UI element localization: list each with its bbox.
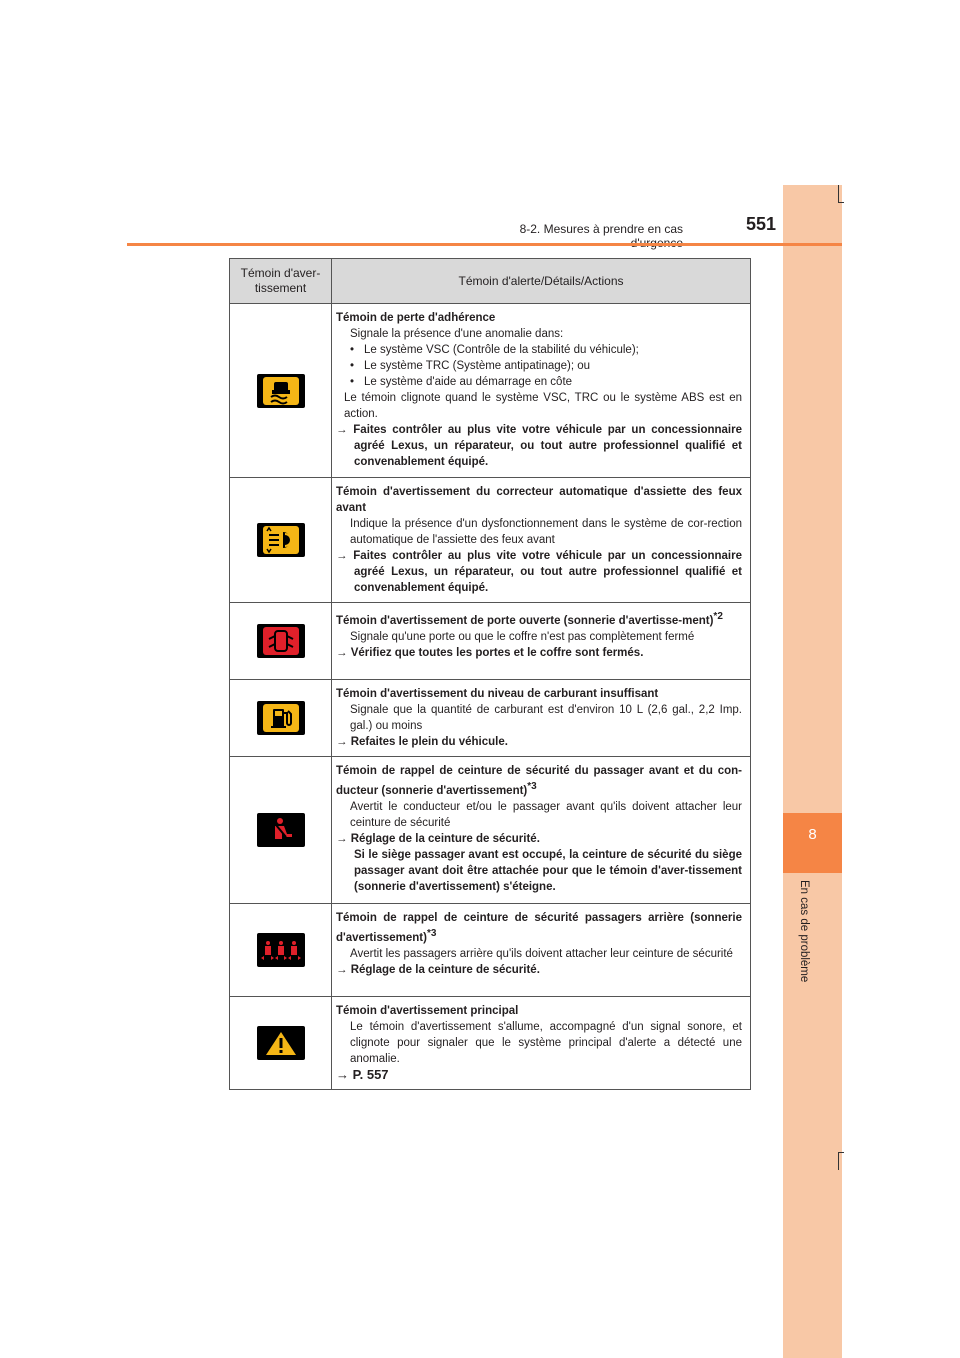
indicator-intro: Avertit le conducteur et/ou le passager avant qu'ils doivent attacher leur ceinture de sécurité <box>350 800 742 829</box>
crop-mark-top-tick <box>838 202 844 203</box>
crop-mark-bottom <box>838 1152 839 1170</box>
indicator-intro: Signale que la quantité de carburant est d'environ 10 L (2,6 gal., 2,2 Imp. gal.) ou moins <box>350 704 742 732</box>
list-item: • Le système d'aide au démarrage en côte <box>350 376 573 388</box>
list-item: • Le système TRC (Système antipatinage); ou <box>350 360 591 372</box>
indicator-title: Témoin d'avertissement du niveau de carburant insuffisant <box>336 688 659 700</box>
indicator-title: Témoin d'avertissement du correcteur automatique d'assiette des feux avant <box>336 486 742 514</box>
col-header-indicator <box>230 259 332 304</box>
indicator-action: → Faites contrôler au plus vite votre véhicule par un concessionnaire agréé Lexus, un réparateur, ou tout autre professionnel qualifié et convenablement équipé. <box>336 424 742 468</box>
col-header-details: Témoin d'alerte/Détails/Actions <box>332 259 751 304</box>
chapter-label: En cas de problème <box>798 880 810 983</box>
door-open-icon <box>257 624 305 658</box>
side-tab <box>783 185 842 1358</box>
indicator-intro: Signale la présence d'une anomalie dans: <box>350 328 564 340</box>
headlight-leveling-icon <box>257 523 305 557</box>
crop-mark-bottom-tick <box>838 1152 844 1153</box>
indicator-intro: Avertit les passagers arrière qu'ils doivent attacher leur ceinture de sécurité <box>350 947 733 960</box>
indicator-intro: Signale qu'une porte ou que le coffre n'est pas complètement fermé <box>350 630 695 643</box>
page-number: 551 <box>745 214 776 234</box>
indicator-action: → Réglage de la ceinture de sécurité. <box>336 963 540 976</box>
indicator-title: Témoin d'avertissement principal <box>336 1005 519 1017</box>
indicator-title: Témoin de rappel de ceinture de sécurité du passager avant et du con-ducteur (sonnerie d'avertissement)$^{*3}$ <box>336 765 742 797</box>
footnote-ref: *3 <box>426 928 437 939</box>
table-row <box>230 603 751 680</box>
fuel-pump-icon <box>257 701 305 735</box>
footnote-ref: *3 <box>527 781 537 792</box>
indicator-action: → Refaites le plein du véhicule. <box>336 736 508 748</box>
indicator-action: → Vérifiez que toutes les portes et le coffre sont fermés. <box>336 646 644 659</box>
indicator-title: Témoin de perte d'adhérence <box>336 312 496 324</box>
seatbelt-reminder-icon <box>257 813 305 847</box>
indicator-action: → Réglage de la ceinture de sécurité. <box>336 832 540 845</box>
slip-indicator-icon <box>257 374 305 408</box>
indicator-title: Témoin de rappel de ceinture de sécurité passagers arrière (sonnerie d'avertissement)$^{*3}$ <box>336 912 742 944</box>
table-row <box>230 757 751 904</box>
section-title: 8-2. Mesures à prendre en cas <box>519 222 683 236</box>
indicator-action: → Faites contrôler au plus vite votre véhicule par un concessionnaire agréé Lexus, un réparateur, ou tout autre professionnel qualifié et convenablement équipé. <box>336 550 742 594</box>
footnote-ref: *2 <box>713 611 723 622</box>
table-row <box>230 304 751 478</box>
indicator-note: Le témoin clignote quand le système VSC, TRC ou le système ABS est en action. <box>344 392 742 420</box>
crop-mark-top <box>838 185 839 203</box>
header-rule <box>127 243 842 246</box>
indicator-table <box>229 258 751 1090</box>
table-row <box>230 478 751 603</box>
list-item: • Le système VSC (Contrôle de la stabilité du véhicule); <box>350 344 639 356</box>
table-row <box>230 680 751 757</box>
col-header-indicator-text: Témoin d'aver- tissement <box>240 266 321 295</box>
side-tab-active-chapter[interactable] <box>783 813 842 873</box>
rear-seatbelt-reminder-icon <box>257 933 305 967</box>
table-row <box>230 997 751 1090</box>
chapter-number: 8 <box>808 826 817 843</box>
indicator-action-detail: Si le siège passager avant est occupé, la ceinture de sécurité du siège passager avant doit être attachée pour que le témoin d'aver-tissement (sonnerie d'avertissement) s'éteigne. <box>354 848 742 893</box>
page-reference-link[interactable]: → P. 557 <box>336 1067 389 1082</box>
table-row <box>230 904 751 997</box>
indicator-title: Témoin d'avertissement de porte ouverte (sonnerie d'avertisse-ment)$^{*2}$ <box>336 611 723 627</box>
master-warning-icon <box>257 1026 305 1060</box>
indicator-intro: Indique la présence d'un dysfonctionnement dans le système de cor-rection automatique de l'assiette des feux avant <box>350 518 742 546</box>
indicator-intro: Le témoin d'avertissement s'allume, accompagné d'un signal sonore, et clignote pour signaler que le système principal d'alerte a détecté une anomalie. <box>350 1021 742 1065</box>
